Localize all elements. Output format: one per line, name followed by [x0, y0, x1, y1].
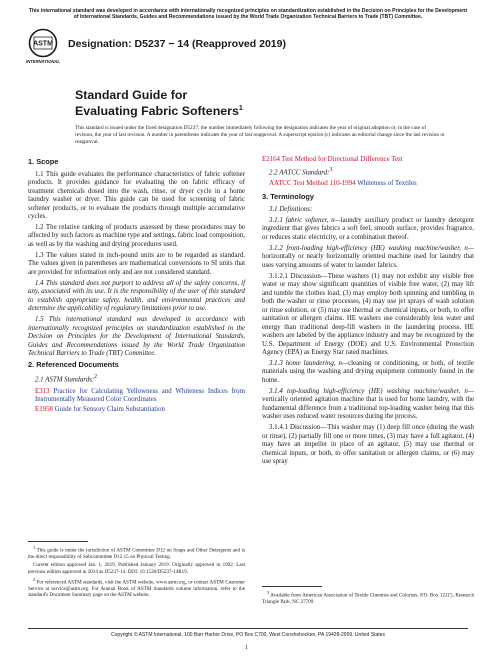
terminology-heading: 3. Terminology: [262, 192, 315, 202]
tbt-notice: This international standard was developed in accordance with internationally recognized principles on standardization established in the Decision on Principles for the Development of International Standards, Guides and Recommendations issued by the World Trade Organization Technical Barriers to Trade (TBT) Committee.: [28, 8, 468, 21]
title-line-2: Evaluating Fabric Softeners$^1$: [75, 104, 243, 119]
footnote-3: $^3$ Available from American Association of Textile Chemists and Colorists, P.O. Box 12215, Research Triangle Park, NC 27709.: [262, 590, 474, 605]
page-number: 1: [244, 644, 249, 651]
footnotes-right: [262, 590, 474, 607]
footnote-1b: Current edition approved Jan. 1, 2019. Published January 2019. Originally approved in 1992. Last previous edition approved in 2014 as D5237-14. DOI: 10.1520/D5237-14R19.: [28, 562, 245, 575]
ref-e313-title[interactable]: Practice for Calculating Yellowness and Whiteness Indices from Instrumentally Measured Color Coordinates: [35, 387, 245, 404]
left-column: [28, 156, 245, 416]
right-column: [262, 156, 474, 469]
para-1-1: 1.1 This guide evaluates the performance characteristics of fabric softener products. It provides guidance for evaluating the on fabric efficacy of treatment chemicals dosed into the wash, rinse, or dryer cycle in a home laundry washer or dryer. This guide can be used for screening of fabric softener products, or to evaluate the products through multiple accumulative cycles.: [28, 170, 245, 220]
def-3-1-2-1: 3.1.2.1 Discussion—These washers (1) may not exhibit any visible free water or may show significant quantities of visible free water, (2) may lift and tumble the clothes load, (3) may employ both spinning and tumbling in both the washer or rinse processes, (4) may use jet sprays of wash solution or rinse solution, or (5) may use thermal or chemical inputs, or both, to offer sanitation or allergen claims. HE washers use considerably less water and energy than traditional deep-fill washers in the laundering process. HE washers are labeled by the appliance industry and may be recognized by the U.S. Department of Energy (DOE) and U.S. Environmental Protection Agency (EPA) as Energy Star rated machines.: [262, 272, 474, 357]
scope-heading: 1. Scope: [28, 157, 59, 166]
def-3-1-4-1: 3.1.4.1 Discussion—This washer may (1) deep fill once (during the wash or rinse), (2) partially fill one or more times, (3) may have a full agitator, (4) may have an impeller in place of an agitator, (5) may use thermal or chemical inputs, or both, to offer sanitation or allergen claims, or (6) may use spray: [262, 424, 474, 466]
definitions-label: 3.1 Definitions:: [269, 205, 313, 213]
title-line-1: Standard Guide for: [75, 88, 188, 102]
ref-e1958[interactable]: [35, 406, 245, 415]
footnote-2: $^2$ For referenced ASTM standards, visit the ASTM website, www.astm.org, or contact ASTM Customer Service at service@astm.org. For Annual Book of ASTM Standards volume information, refer to the standard's Document Summary page on the ASTM website.: [28, 576, 245, 599]
footnote-rule-right: [262, 586, 322, 587]
ref-aatcc-title[interactable]: Whiteness of Textiles: [357, 179, 417, 187]
referenced-documents-heading: 2. Referenced Documents: [28, 359, 119, 369]
svg-text:ASTM: ASTM: [33, 40, 53, 48]
copyright-rule: [28, 628, 468, 629]
def-3-1-2: 3.1.2 front-loading high-efficiency (HE) washing machine/washer, n—horizontally or nearly horizontally oriented machine used for laundry that uses varying amounts of water to launder fabrics.: [262, 244, 474, 269]
ref-e1958-title[interactable]: Guide for Sensory Claim Substantiation: [54, 405, 165, 413]
para-1-2: 1.2 The relative ranking of products assessed by these procedures may be affected by such factors as machine type and settings, fabric load composition, as well as by the washing and drying procedures used.: [28, 223, 245, 248]
def-3-1-4: 3.1.4 top-loading high-efficiency (HE) washing machine/washer, n—vertically oriented agitation machine that is used for home laundry, with the fundamental difference from a traditional top-loading washer being that this washer uses reduced water resources during the process.: [262, 387, 474, 421]
footnote-rule-left: [28, 541, 88, 542]
para-1-3: 1.3 The values stated in inch-pound units are to be regarded as standard. The values given in parentheses are mathematical conversions to SI units that are provided for information only and are not considered standard.: [28, 251, 245, 276]
issuance-note: This standard is issued under the fixed designation D5237; the number immediately following the designation indicates the year of original adoption or, in the case of revision, the year of last revision. A number in parentheses indicates the year of last reapproval. A superscript epsilon (ε) indicates an editorial change since the last revision or reapproval.: [75, 125, 445, 145]
def-3-1-1: 3.1.1 fabric softener, n—laundry auxiliary product or laundry detergent ingredient that gives fabrics a soft feel, smooth surface, provides fragrance, or reduces static electricity, or a combination thereof.: [262, 216, 474, 241]
copyright-line: Copyright © ASTM International, 100 Barr Harbor Drive, PO Box C700, West Conshohocken, PA 19428-2959. United States: [111, 632, 385, 638]
ref-e2164-code[interactable]: E2164: [262, 156, 280, 163]
ref-e2164-title[interactable]: Test Method for Directional Difference Test: [281, 156, 403, 163]
ref-e2164[interactable]: [262, 156, 474, 165]
svg-text:INTERNATIONAL: INTERNATIONAL: [26, 59, 60, 64]
def-3-1-3: 3.1.3 home laundering, n—cleaning or conditioning, or both, of textile materials using the washing and drying equipment commonly found in the home.: [262, 359, 474, 384]
ref-aatcc[interactable]: [269, 180, 474, 189]
designation: Designation: D5237 − 14 (Reapproved 2019): [68, 38, 286, 50]
astm-standards-label: 2.1 ASTM Standards:$^2$: [35, 374, 98, 384]
aatcc-standard-label: 2.2 AATCC Standard:$^3$: [269, 166, 333, 176]
footnotes-left: [28, 545, 245, 600]
astm-logo-icon: [28, 28, 58, 66]
ref-e313-code[interactable]: E313: [35, 387, 50, 395]
para-1-5: 1.5 This international standard was developed in accordance with internationally recognized principles on standardization established in the Decision on Principles for the Development of International Standards, Guides and Recommendations issued by the World Trade Organization Technical Barriers to Trade (TBT) Committee.: [28, 316, 245, 358]
ref-aatcc-code[interactable]: AATCC Test Method 110-1994: [269, 179, 356, 187]
ref-e313[interactable]: [35, 388, 245, 405]
document-title: [75, 88, 243, 118]
para-1-4: 1.4 This standard does not purport to address all of the safety concerns, if any, associated with its use. It is the responsibility of the user of this standard to establish appropriate safety, health, and environmental practices and determine the applicability of regulatory limitations prior to use.: [28, 279, 245, 313]
footnote-1: $^1$ This guide is under the jurisdiction of ASTM Committee D12 on Soaps and Other Detergents and is the direct responsibility of Subcommittee D12.15 on Physical Testing.: [28, 545, 245, 560]
ref-e1958-code[interactable]: E1958: [35, 405, 53, 413]
